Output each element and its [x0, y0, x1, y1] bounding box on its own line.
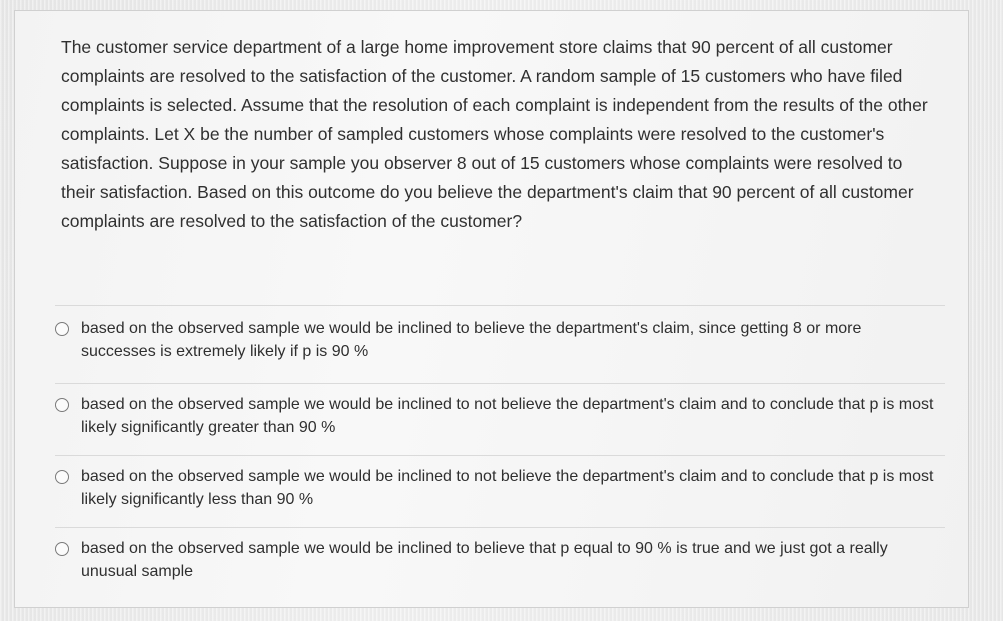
question-text: The customer service department of a large home improvement store claims that 90 percent of all customer complaints are resolved to the satisfaction of the customer. A random sample of 15 customers who have filed complaints is selected. Assume that the resolution of each complaint is independent from the results of the other complaints. Let X be the number of sampled customers whose complaints were resolved to the customer's satisfaction. Suppose in your sample you observer 8 out of 15 customers whose complaints were resolved to their satisfaction. Based on this outcome do you believe the department's claim that 90 percent of all customer complaints are resolved to the satisfaction of the customer? [61, 37, 928, 231]
question-card [14, 10, 969, 608]
divider [55, 455, 945, 456]
answer-option-1[interactable] [55, 317, 935, 363]
answer-option-4[interactable] [55, 537, 935, 583]
divider [55, 527, 945, 528]
radio-button-4[interactable] [55, 542, 69, 556]
answer-option-2[interactable] [55, 393, 935, 439]
answer-option-1-label[interactable]: based on the observed sample we would be inclined to believe the department's claim, since getting 8 or more successes is extremely likely if p is 90 % [81, 320, 862, 360]
answer-option-4-label[interactable]: based on the observed sample we would be inclined to believe that p equal to 90 % is true and we just got a really unusual sample [81, 540, 888, 580]
answer-option-3-label[interactable]: based on the observed sample we would be inclined to not believe the department's claim and to conclude that p is most likely significantly less than 90 % [81, 468, 934, 508]
radio-button-2[interactable] [55, 398, 69, 412]
divider [55, 305, 945, 306]
radio-button-1[interactable] [55, 322, 69, 336]
answer-option-3[interactable] [55, 465, 935, 511]
answer-option-2-label[interactable]: based on the observed sample we would be inclined to not believe the department's claim and to conclude that p is most likely significantly greater than 90 % [81, 396, 934, 436]
radio-button-3[interactable] [55, 470, 69, 484]
divider [55, 383, 945, 384]
